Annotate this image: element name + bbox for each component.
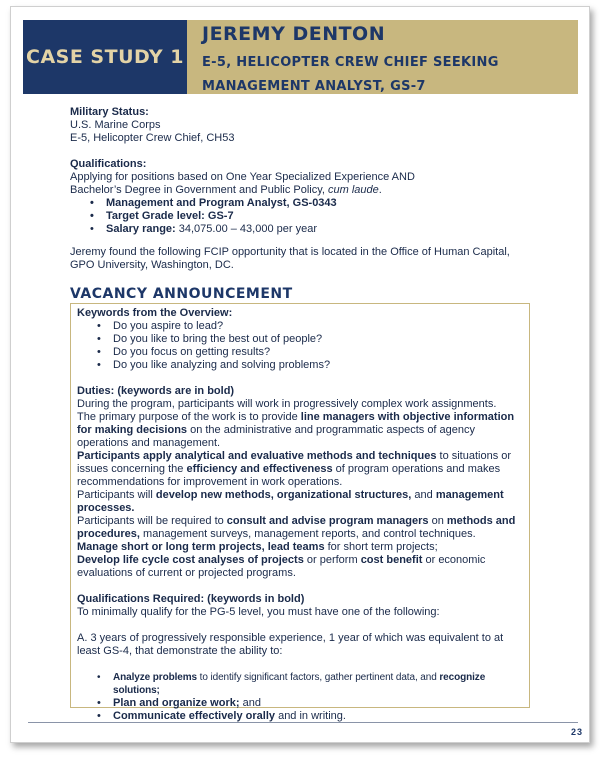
qualifications-line: Applying for positions based on One Year Specialized Experience AND	[70, 171, 415, 183]
military-status-section	[70, 106, 530, 145]
qualifications-heading: Qualifications:	[70, 158, 147, 170]
page-number: 23	[571, 727, 584, 737]
abilities-list	[77, 671, 527, 723]
keywords-heading: Keywords from the Overview:	[77, 307, 233, 319]
qualifications-required-line: To minimally qualify for the PG-5 level, you must have one of the following:	[77, 606, 440, 618]
military-line: U.S. Marine Corps	[70, 119, 161, 131]
list-item: • Analyze problems to identify significant factors, gather pertinent data, and recognize solutions;	[97, 671, 527, 697]
vacancy-content	[77, 307, 527, 723]
list-item: • Do you aspire to lead?	[97, 320, 527, 333]
list-item: • Do you like to bring the best out of people?	[97, 333, 527, 346]
list-item: • Do you focus on getting results?	[97, 346, 527, 359]
duty-line: During the program, participants will work in progressively complex work assignments.	[77, 398, 497, 410]
intro-paragraph: Jeremy found the following FCIP opportunity that is located in the Office of Human Capital, GPO University, Washington, DC.	[70, 246, 510, 271]
case-study-label: CASE STUDY 1	[23, 20, 187, 94]
list-item: • Communicate effectively orally and in writing.	[97, 710, 527, 723]
list-item: • Management and Program Analyst, GS-0343	[90, 197, 530, 210]
candidate-title: E-5, HELICOPTER CREW CHIEF SEEKING MANAGEMENT ANALYST, GS-7	[202, 55, 499, 94]
qualifications-required-heading: Qualifications Required: (keywords in bold)	[77, 593, 305, 605]
duty-line: The primary purpose of the work is to provide line managers with objective information for making decisions on the administrative and programmatic aspects of agency operations and management.	[77, 411, 515, 449]
list-item: • Target Grade level: GS-7	[90, 210, 530, 223]
vacancy-heading: VACANCY ANNOUNCEMENT	[70, 286, 293, 302]
duty-line: Manage short or long term projects, lead teams for short term projects;	[77, 541, 438, 553]
footer-divider	[28, 722, 578, 723]
qualifications-section	[70, 158, 530, 236]
header-banner	[187, 20, 578, 94]
keywords-list	[77, 320, 527, 372]
list-item: • Salary range: 34,075.00 – 43,000 per year	[90, 223, 530, 236]
candidate-name: JEREMY DENTON	[202, 23, 386, 45]
duty-line: Participants apply analytical and evaluative methods and techniques to situations or issues concerning the efficiency and effectiveness of program operations and makes recommendations for improvement in work operations.	[77, 450, 512, 488]
qualifications-line: Bachelor’s Degree in Government and Public Policy, cum laude.	[70, 184, 382, 196]
list-item: • Plan and organize work; and	[97, 697, 527, 710]
duties-heading: Duties: (keywords are in bold)	[77, 385, 235, 397]
military-heading: Military Status:	[70, 106, 149, 118]
qualifications-bullets	[70, 197, 530, 236]
duty-line: Participants will develop new methods, organizational structures, and management processes.	[77, 489, 504, 514]
duty-line: Develop life cycle cost analyses of projects or perform cost benefit or economic evaluations of current or projected programs.	[77, 554, 486, 579]
duty-line: Participants will be required to consult and advise program managers on methods and procedures, management surveys, management reports, and control techniques.	[77, 515, 516, 540]
list-item: • Do you like analyzing and solving problems?	[97, 359, 527, 372]
military-line: E-5, Helicopter Crew Chief, CH53	[70, 132, 235, 144]
qualifications-option-a: A. 3 years of progressively responsible experience, 1 year of which was equivalent to at least GS-4, that demonstrate the ability to:	[77, 632, 504, 657]
